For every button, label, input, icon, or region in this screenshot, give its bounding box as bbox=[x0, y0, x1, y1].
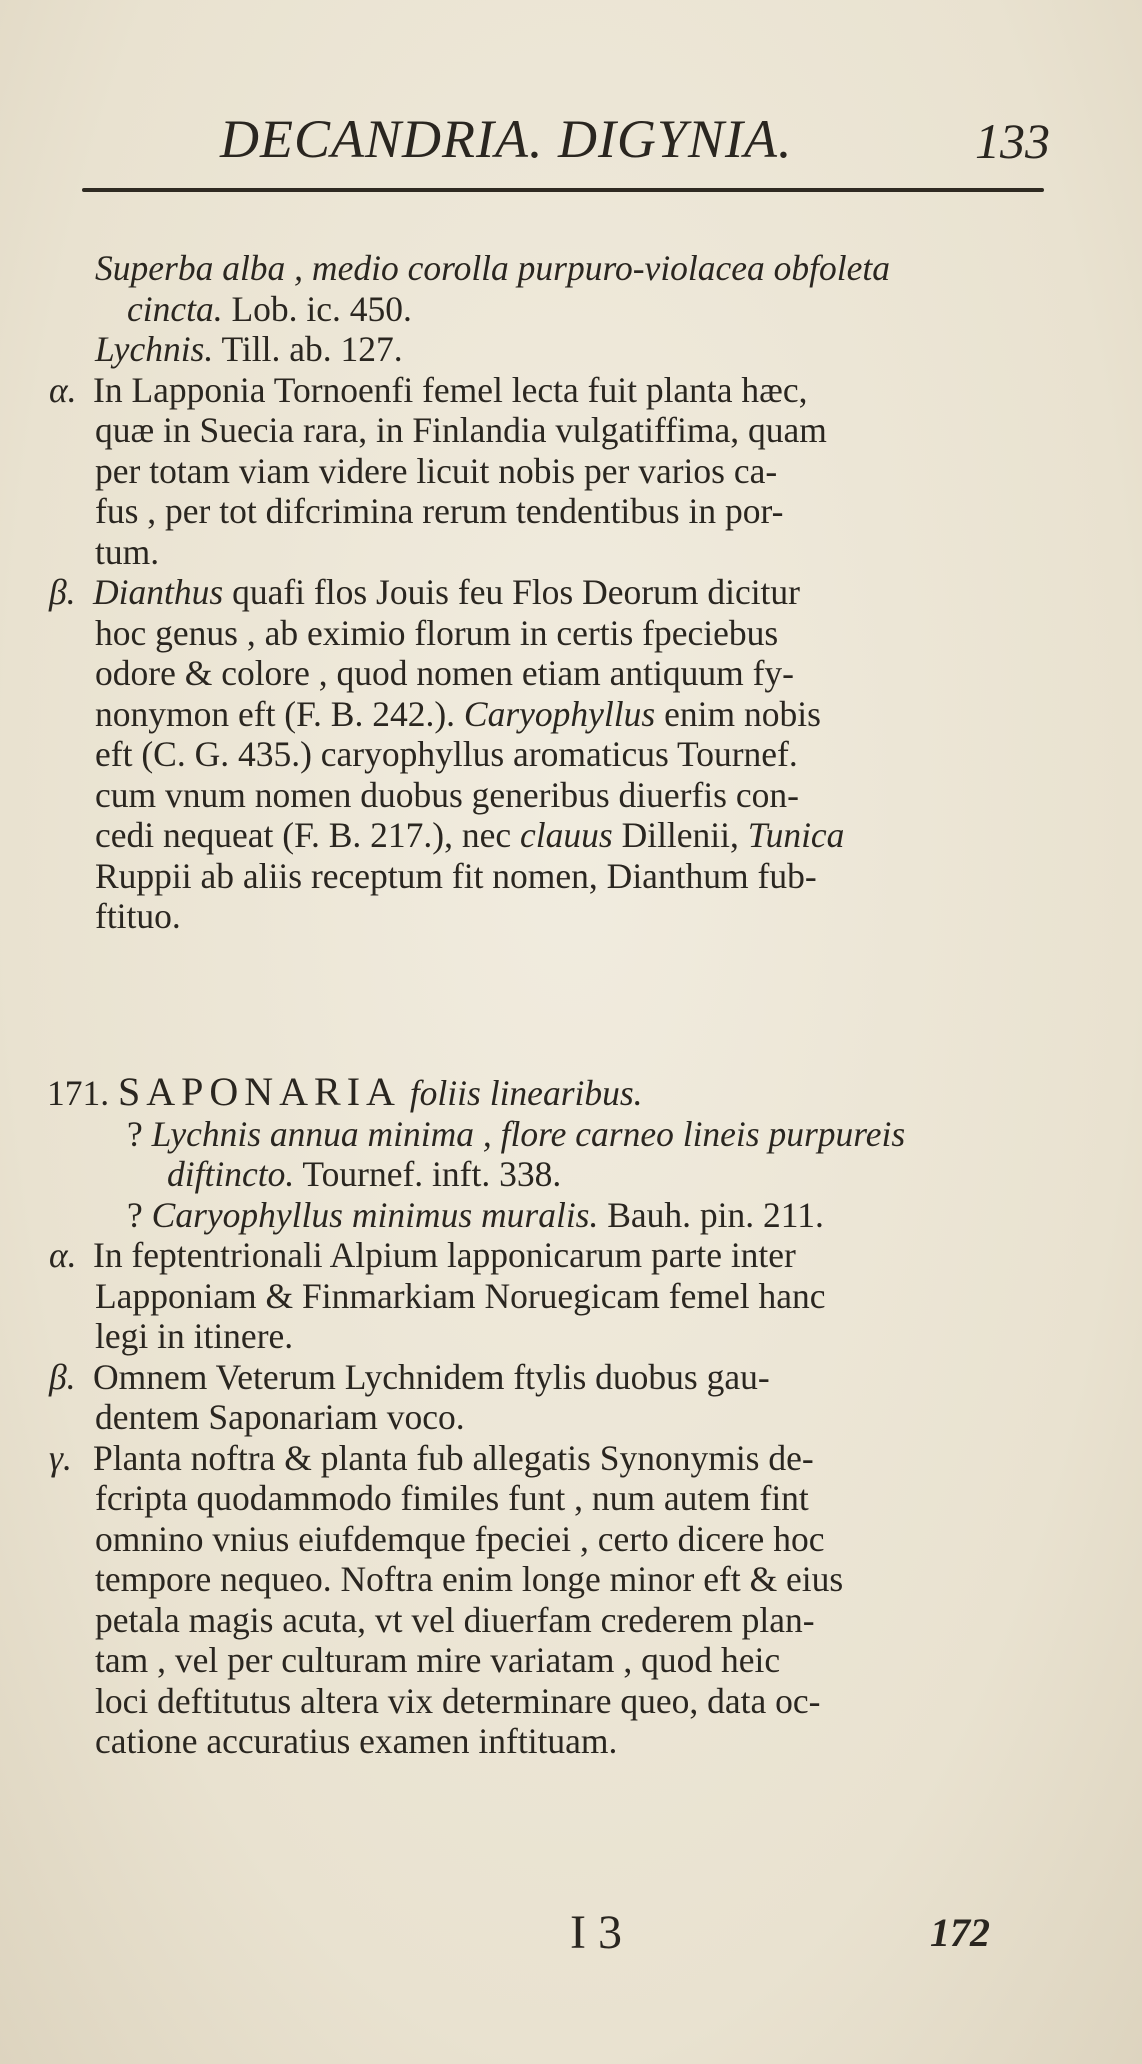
text-line bbox=[95, 856, 1040, 897]
text-run: tam , vel per culturam mire variatam , quod heic bbox=[95, 1640, 781, 1680]
text-run: Caryophyllus minimus muralis. bbox=[151, 1194, 599, 1235]
text-line bbox=[95, 289, 1040, 330]
text-line bbox=[95, 653, 1040, 694]
text-run: petala magis acuta, vt vel diuerfam crederem plan- bbox=[95, 1599, 815, 1640]
paragraph-marker: β. bbox=[49, 1356, 76, 1397]
header-rule bbox=[82, 188, 1044, 192]
text-run: tempore nequeo. Noftra enim longe minor eft & eius bbox=[95, 1559, 844, 1599]
text-run: cum vnum nomen duobus generibus diuerfis con- bbox=[95, 774, 799, 815]
text-run: dentem Saponariam voco. bbox=[95, 1397, 465, 1437]
text-run: cincta. bbox=[127, 288, 223, 329]
text-run: ? bbox=[127, 1113, 152, 1154]
text-run: per totam viam videre licuit nobis per varios ca- bbox=[95, 450, 778, 491]
text-run: enim nobis bbox=[655, 693, 821, 734]
entry-number: 171. bbox=[47, 1073, 110, 1113]
text-line bbox=[95, 1154, 1040, 1195]
text-run: fus , per tot difcrimina rerum tendentibus in por- bbox=[95, 491, 784, 531]
text-line bbox=[95, 734, 1040, 775]
text-run: quafi flos Jouis feu Flos Deorum dicitur bbox=[223, 572, 800, 612]
text-line bbox=[95, 1640, 1040, 1681]
text-run: legi in itinere. bbox=[95, 1316, 294, 1356]
text-line bbox=[95, 815, 1040, 856]
text-run: eft (C. G. 435.) caryophyllus aromaticus Tournef. bbox=[95, 734, 798, 774]
text-line bbox=[95, 451, 1040, 492]
text-run: tum. bbox=[95, 531, 160, 572]
text-run: Tunica bbox=[747, 815, 845, 855]
text-run: Dianthus bbox=[93, 572, 224, 612]
running-head bbox=[220, 108, 1050, 168]
text-line bbox=[95, 896, 1040, 937]
text-line bbox=[49, 572, 1040, 613]
paragraph-marker: α. bbox=[49, 1235, 77, 1275]
entry-171-heading bbox=[47, 1069, 1040, 1114]
text-run: catione accuratius examen inftituam. bbox=[95, 1721, 618, 1761]
text-line bbox=[95, 1195, 1040, 1236]
text-line bbox=[95, 1559, 1040, 1600]
text-line bbox=[95, 410, 1040, 451]
text-run: Superba alba , medio corolla purpuro-violacea obfoleta bbox=[95, 248, 891, 288]
text-run: Till. ab. 127. bbox=[213, 329, 403, 369]
text-line bbox=[95, 248, 1040, 289]
text-run: cedi nequeat (F. B. 217.), nec bbox=[95, 815, 520, 855]
text-run: Lychnis. bbox=[95, 329, 214, 369]
text-run: diftincto. bbox=[167, 1154, 295, 1194]
text-run: quæ in Suecia rara, in Finlandia vulgatiffima, quam bbox=[95, 410, 827, 450]
text-line bbox=[95, 694, 1040, 735]
running-title: DECANDRIA. DIGYNIA. bbox=[220, 109, 793, 169]
text-line bbox=[95, 329, 1040, 370]
text-run: clauus bbox=[520, 815, 613, 855]
text-line bbox=[95, 1721, 1040, 1762]
text-run: omnino vnius eiufdemque fpeciei , certo dicere hoc bbox=[95, 1518, 825, 1559]
text-line bbox=[95, 775, 1040, 816]
text-run: In Lapponia Tornoenfi femel lecta fuit planta hæc, bbox=[93, 369, 808, 410]
text-line bbox=[95, 1276, 1040, 1317]
text-line bbox=[95, 1114, 1040, 1155]
text-run: Bauh. pin. 211. bbox=[598, 1194, 824, 1235]
text-run: Omnem Veterum Lychnidem ftylis duobus gau- bbox=[93, 1356, 770, 1397]
text-run: Lapponiam & Finmarkiam Noruegicam femel hanc bbox=[95, 1275, 826, 1316]
text-line bbox=[95, 1478, 1040, 1519]
text-line bbox=[95, 1316, 1040, 1357]
text-line bbox=[95, 532, 1040, 573]
text-run: Lychnis annua minima , flore carneo lineis purpureis bbox=[151, 1113, 906, 1154]
entry-171-text bbox=[47, 1069, 1040, 1762]
paragraph-marker: γ. bbox=[49, 1437, 72, 1478]
signature-mark: I 3 bbox=[570, 1906, 622, 1959]
text-run: loci deftitutus altera vix determinare queo, data oc- bbox=[95, 1680, 821, 1721]
paragraph-marker: α. bbox=[49, 369, 77, 410]
text-run: ? bbox=[127, 1194, 152, 1235]
text-run: Tournef. inft. 338. bbox=[294, 1154, 562, 1194]
text-line bbox=[95, 613, 1040, 654]
catchword: 172 bbox=[930, 1910, 990, 1955]
text-run: In feptentrionali Alpium lapponicarum parte inter bbox=[93, 1235, 796, 1275]
text-run: odore & colore , quod nomen etiam antiquum fy- bbox=[95, 653, 794, 693]
text-run: nonymon eft (F. B. 242.). bbox=[95, 693, 464, 734]
entry-170-text bbox=[49, 248, 1040, 937]
text-line bbox=[49, 1437, 1040, 1479]
page-number: 133 bbox=[975, 113, 1050, 169]
page-footer bbox=[0, 1905, 1142, 1965]
text-line bbox=[95, 491, 1040, 532]
text-line bbox=[49, 1235, 1040, 1276]
text-line bbox=[95, 1681, 1040, 1722]
text-run: fcripta quodammodo fimiles funt , num autem fint bbox=[95, 1478, 809, 1518]
text-line bbox=[95, 1600, 1040, 1641]
text-line bbox=[49, 369, 1040, 411]
text-line bbox=[95, 1397, 1040, 1438]
text-run: Planta noftra & planta fub allegatis Synonymis de- bbox=[93, 1437, 814, 1478]
text-run: ftituo. bbox=[95, 896, 181, 936]
text-run: Lob. ic. 450. bbox=[222, 288, 412, 329]
text-run: hoc genus , ab eximio florum in certis fpeciebus bbox=[95, 612, 779, 653]
diagnosis: foliis linearibus. bbox=[409, 1073, 643, 1113]
text-run: Ruppii ab aliis receptum fit nomen, Dianthum fub- bbox=[95, 855, 817, 896]
genus-name: SAPONARIA bbox=[118, 1069, 401, 1114]
paragraph-marker: β. bbox=[49, 572, 76, 612]
text-run: Dillenii, bbox=[612, 815, 748, 855]
text-line bbox=[95, 1519, 1040, 1560]
text-run: Caryophyllus bbox=[463, 693, 656, 734]
text-line bbox=[49, 1356, 1040, 1398]
